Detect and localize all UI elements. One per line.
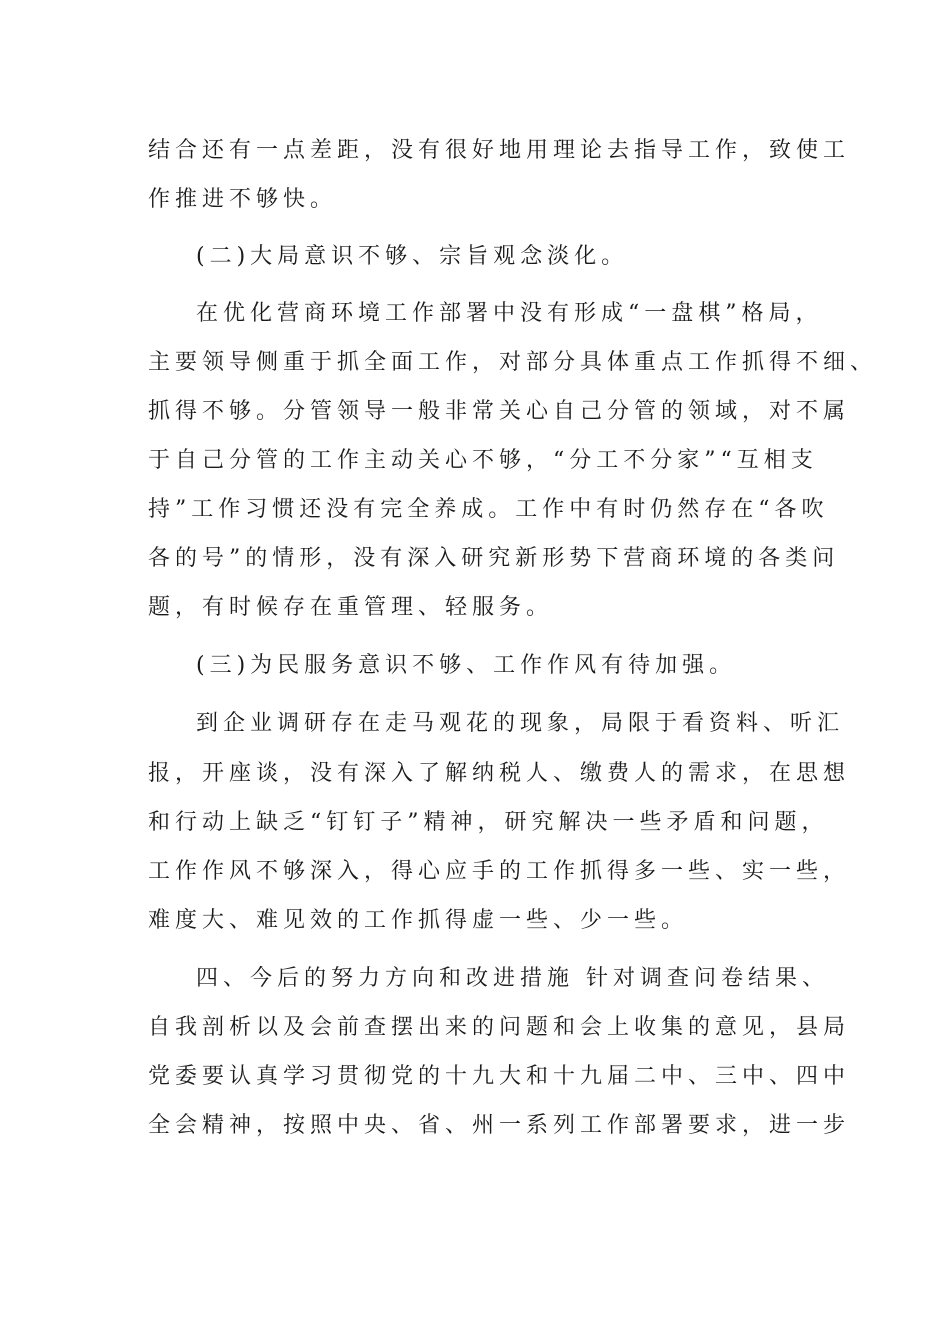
- text-line: 自我剖析以及会前查摆出来的问题和会上收集的意见，县局: [148, 1015, 851, 1040]
- text-line: 作推进不够快。: [148, 187, 338, 212]
- text-line: 难度大、难见效的工作抓得虚一些、少一些。: [148, 908, 689, 933]
- text-line: 和行动上缺乏“钉钉子”精神，研究解决一些矛盾和问题，: [148, 810, 829, 835]
- text-line: 到企业调研存在走马观花的现象，局限于看资料、听汇: [196, 711, 845, 736]
- section-heading-2: (二)大局意识不够、宗旨观念淡化。: [196, 244, 629, 269]
- text-line: 于自己分管的工作主动关心不够，“分工不分家”“互相支: [148, 448, 818, 473]
- text-line: 题，有时候存在重管理、轻服务。: [148, 595, 554, 620]
- text-line: 报，开座谈，没有深入了解纳税人、缴费人的需求，在思想: [148, 761, 851, 786]
- text-line: 抓得不够。分管领导一般非常关心自己分管的领域，对不属: [148, 399, 851, 424]
- text-line: 各的号”的情形，没有深入研究新形势下营商环境的各类问: [148, 546, 840, 571]
- text-line: 持”工作习惯还没有完全养成。工作中有时仍然存在“各吹: [148, 497, 829, 522]
- text-line: 结合还有一点差距，没有很好地用理论去指导工作，致使工: [148, 138, 851, 163]
- section-heading-4: 四、今后的努力方向和改进措施 针对调查问卷结果、: [196, 966, 829, 991]
- section-heading-3: (三)为民服务意识不够、工作作风有待加强。: [196, 653, 737, 678]
- text-line: 主要领导侧重于抓全面工作，对部分具体重点工作抓得不细、: [148, 350, 878, 375]
- text-line: 全会精神，按照中央、省、州一系列工作部署要求，进一步: [148, 1113, 851, 1138]
- text-line: 工作作风不够深入，得心应手的工作抓得多一些、实一些，: [148, 859, 851, 884]
- text-line: 党委要认真学习贯彻党的十九大和十九届二中、三中、四中: [148, 1064, 851, 1089]
- text-line: 在优化营商环境工作部署中没有形成“一盘棋”格局，: [196, 301, 823, 326]
